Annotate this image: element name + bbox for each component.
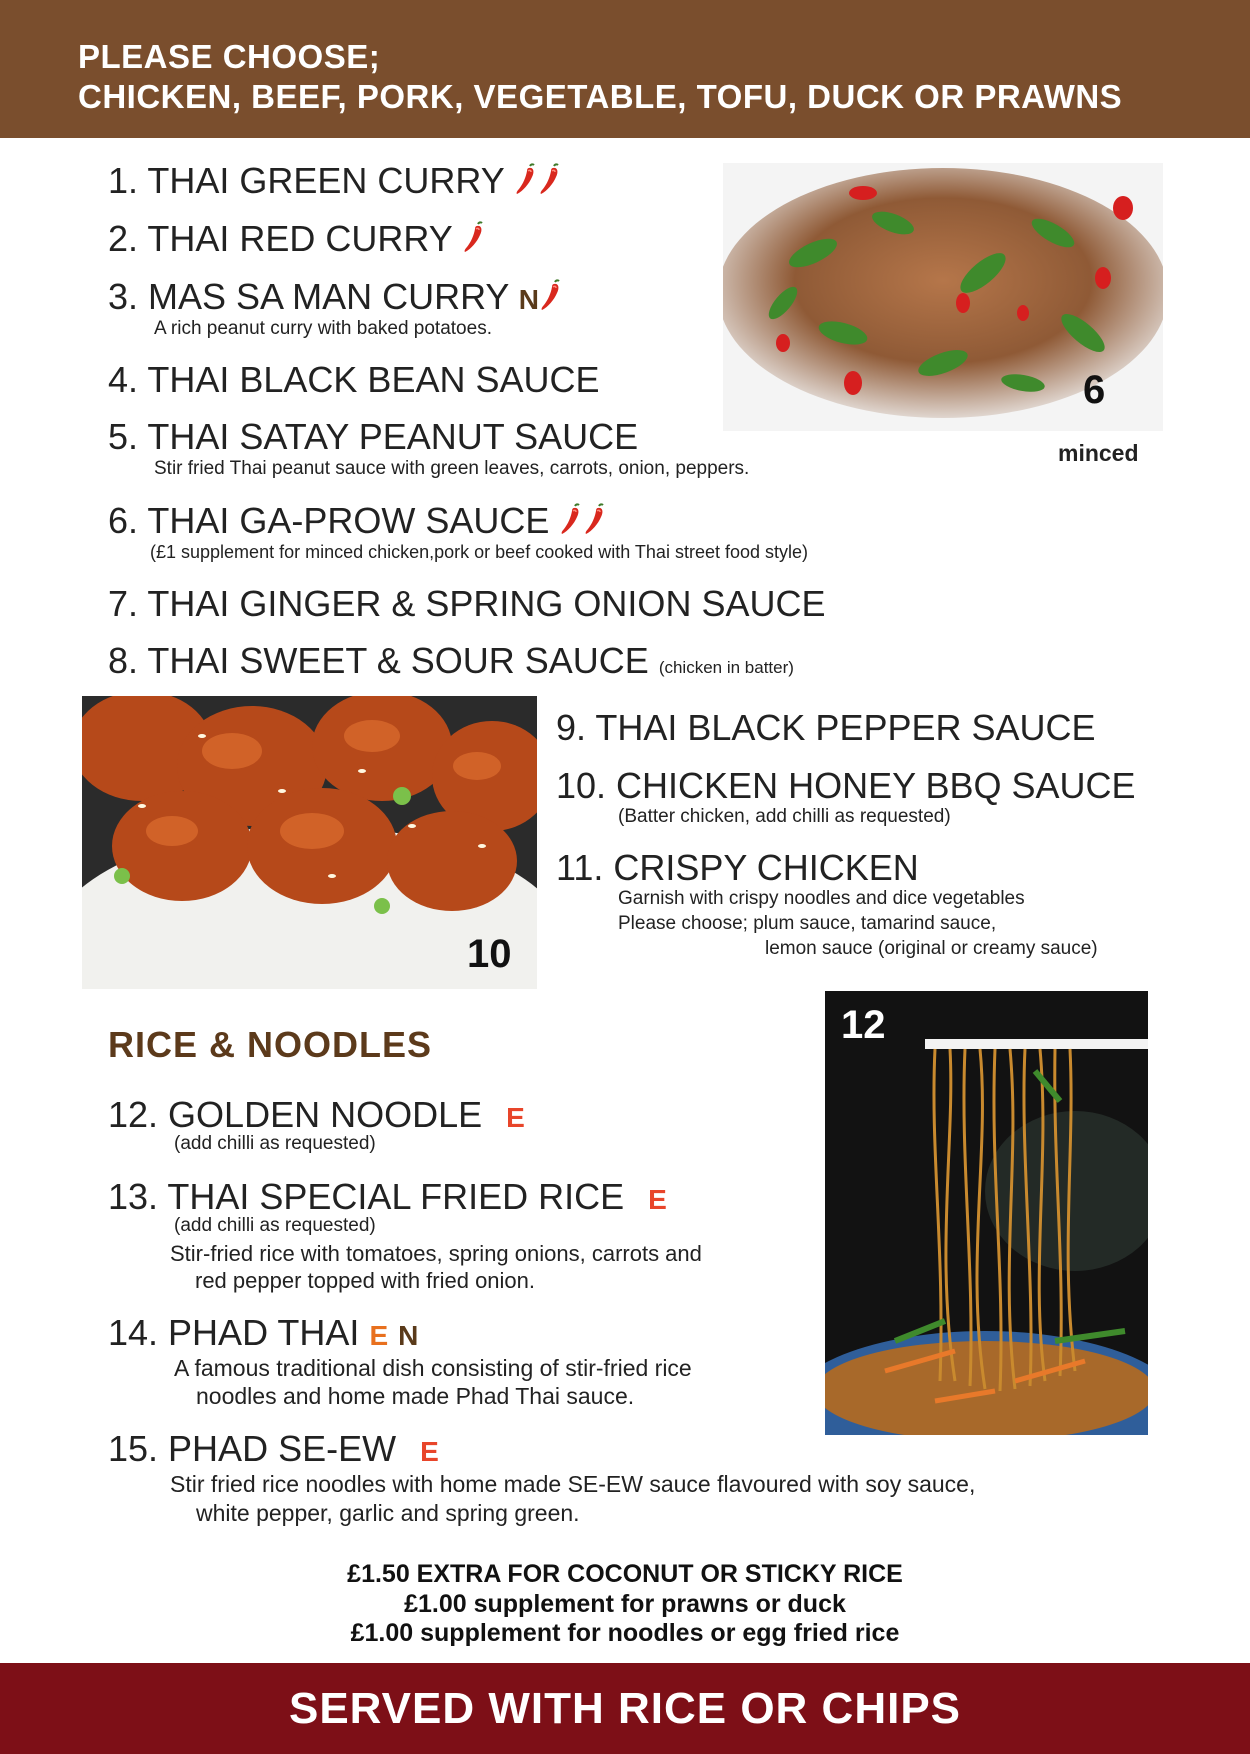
extra-charges-notes xyxy=(0,1560,1250,1649)
menu-item-11-description-1: Garnish with crispy noodles and dice vegetables xyxy=(618,888,1025,909)
nut-allergen-badge: N xyxy=(398,1320,419,1351)
dish-photo-golden-noodle xyxy=(825,991,1148,1435)
chili-pepper-icon xyxy=(559,503,583,537)
note-coconut-sticky-rice: £1.50 EXTRA FOR COCONUT OR STICKY RICE xyxy=(347,1560,903,1588)
chili-pepper-icon xyxy=(514,163,538,197)
chili-pepper-icon xyxy=(538,163,562,197)
photo-number-label: 10 xyxy=(467,932,512,976)
menu-item-12-title: 12. GOLDEN NOODLE xyxy=(108,1094,483,1135)
note-prawns-duck-supplement: £1.00 supplement for prawns or duck xyxy=(404,1589,846,1618)
menu-item-2 xyxy=(108,218,486,259)
menu-item-13-description-3: red pepper topped with fried onion. xyxy=(195,1268,536,1293)
egg-allergen-badge: E xyxy=(506,1102,525,1133)
menu-item-14-description: A famous traditional dish consisting of stir-fried rice xyxy=(174,1355,692,1381)
menu-item-1-title: 1. THAI GREEN CURRY xyxy=(108,160,505,201)
menu-item-7-title: 7. THAI GINGER & SPRING ONION SAUCE xyxy=(108,583,826,624)
menu-item-6-title: 6. THAI GA-PROW SAUCE xyxy=(108,500,550,541)
menu-item-14 xyxy=(108,1312,419,1353)
menu-item-13 xyxy=(108,1176,667,1217)
menu-item-9-title: 9. THAI BLACK PEPPER SAUCE xyxy=(556,707,1096,748)
menu-item-15-description-2: white pepper, garlic and spring green. xyxy=(196,1500,580,1526)
menu-item-14-title: 14. PHAD THAI xyxy=(108,1312,360,1353)
menu-item-6 xyxy=(108,500,607,541)
egg-allergen-badge: E xyxy=(420,1436,439,1467)
menu-item-10-description: (Batter chicken, add chilli as requested) xyxy=(618,806,951,827)
chili-pepper-icon xyxy=(539,279,563,313)
menu-item-15-title: 15. PHAD SE-EW xyxy=(108,1428,397,1469)
menu-item-5-description: Stir fried Thai peanut sauce with green leaves, carrots, onion, peppers. xyxy=(154,458,750,479)
menu-item-8 xyxy=(108,640,794,681)
photo-number-label: 6 xyxy=(1083,368,1106,412)
footer-banner: SERVED WITH RICE OR CHIPS xyxy=(0,1663,1250,1754)
menu-item-2-title: 2. THAI RED CURRY xyxy=(108,218,453,259)
nut-allergen-badge: N xyxy=(518,284,540,315)
menu-item-10-title: 10. CHICKEN HONEY BBQ SAUCE xyxy=(556,765,1136,806)
menu-item-13-description-2: Stir-fried rice with tomatoes, spring onions, carrots and xyxy=(170,1241,702,1266)
menu-header-banner xyxy=(0,0,1250,138)
header-line-1: PLEASE CHOOSE; xyxy=(78,38,381,75)
menu-item-4-title: 4. THAI BLACK BEAN SAUCE xyxy=(108,359,600,400)
header-line-2: CHICKEN, BEEF, PORK, VEGETABLE, TOFU, DUCK OR PRAWNS xyxy=(78,78,1123,115)
menu-item-11-title: 11. CRISPY CHICKEN xyxy=(556,847,919,888)
chili-pepper-icon xyxy=(462,221,486,255)
menu-item-15-description: Stir fried rice noodles with home made SE-EW sauce flavoured with soy sauce, xyxy=(170,1471,976,1497)
menu-item-3 xyxy=(108,276,563,317)
menu-item-15 xyxy=(108,1428,439,1469)
menu-item-5-title: 5. THAI SATAY PEANUT SAUCE xyxy=(108,416,639,457)
menu-item-6-description: (£1 supplement for minced chicken,pork or beef cooked with Thai street food style) xyxy=(150,542,809,562)
menu-item-3-title: 3. MAS SA MAN CURRY xyxy=(108,276,509,317)
menu-item-13-description: (add chilli as requested) xyxy=(174,1215,376,1236)
note-noodles-egg-fried-rice-supplement: £1.00 supplement for noodles or egg fried rice xyxy=(350,1619,900,1647)
menu-item-13-title: 13. THAI SPECIAL FRIED RICE xyxy=(108,1176,625,1217)
menu-item-8-note: (chicken in batter) xyxy=(658,658,794,677)
chili-pepper-icon xyxy=(583,503,607,537)
menu-item-11-description-3: lemon sauce (original or creamy sauce) xyxy=(765,938,1098,959)
menu-item-12 xyxy=(108,1094,525,1135)
section-title-rice-noodles: RICE & NOODLES xyxy=(108,1024,433,1065)
menu-item-11-description-2: Please choose; plum sauce, tamarind sauce, xyxy=(618,913,997,934)
dish-photo-honey-bbq xyxy=(82,696,537,989)
menu-item-1 xyxy=(108,160,562,201)
photo-number-label: 12 xyxy=(841,1003,886,1047)
menu-item-12-description: (add chilli as requested) xyxy=(174,1133,376,1154)
egg-allergen-badge: E xyxy=(369,1320,389,1351)
golden-noodle-dish-illustration xyxy=(825,991,1148,1435)
dish-photo-ga-prow xyxy=(723,163,1163,431)
menu-item-3-description: A rich peanut curry with baked potatoes. xyxy=(154,318,492,339)
menu-item-14-description-2: noodles and home made Phad Thai sauce. xyxy=(196,1383,635,1409)
menu-item-8-title: 8. THAI SWEET & SOUR SAUCE xyxy=(108,640,649,681)
egg-allergen-badge: E xyxy=(648,1184,667,1215)
photo-caption-minced: minced xyxy=(1058,440,1139,466)
